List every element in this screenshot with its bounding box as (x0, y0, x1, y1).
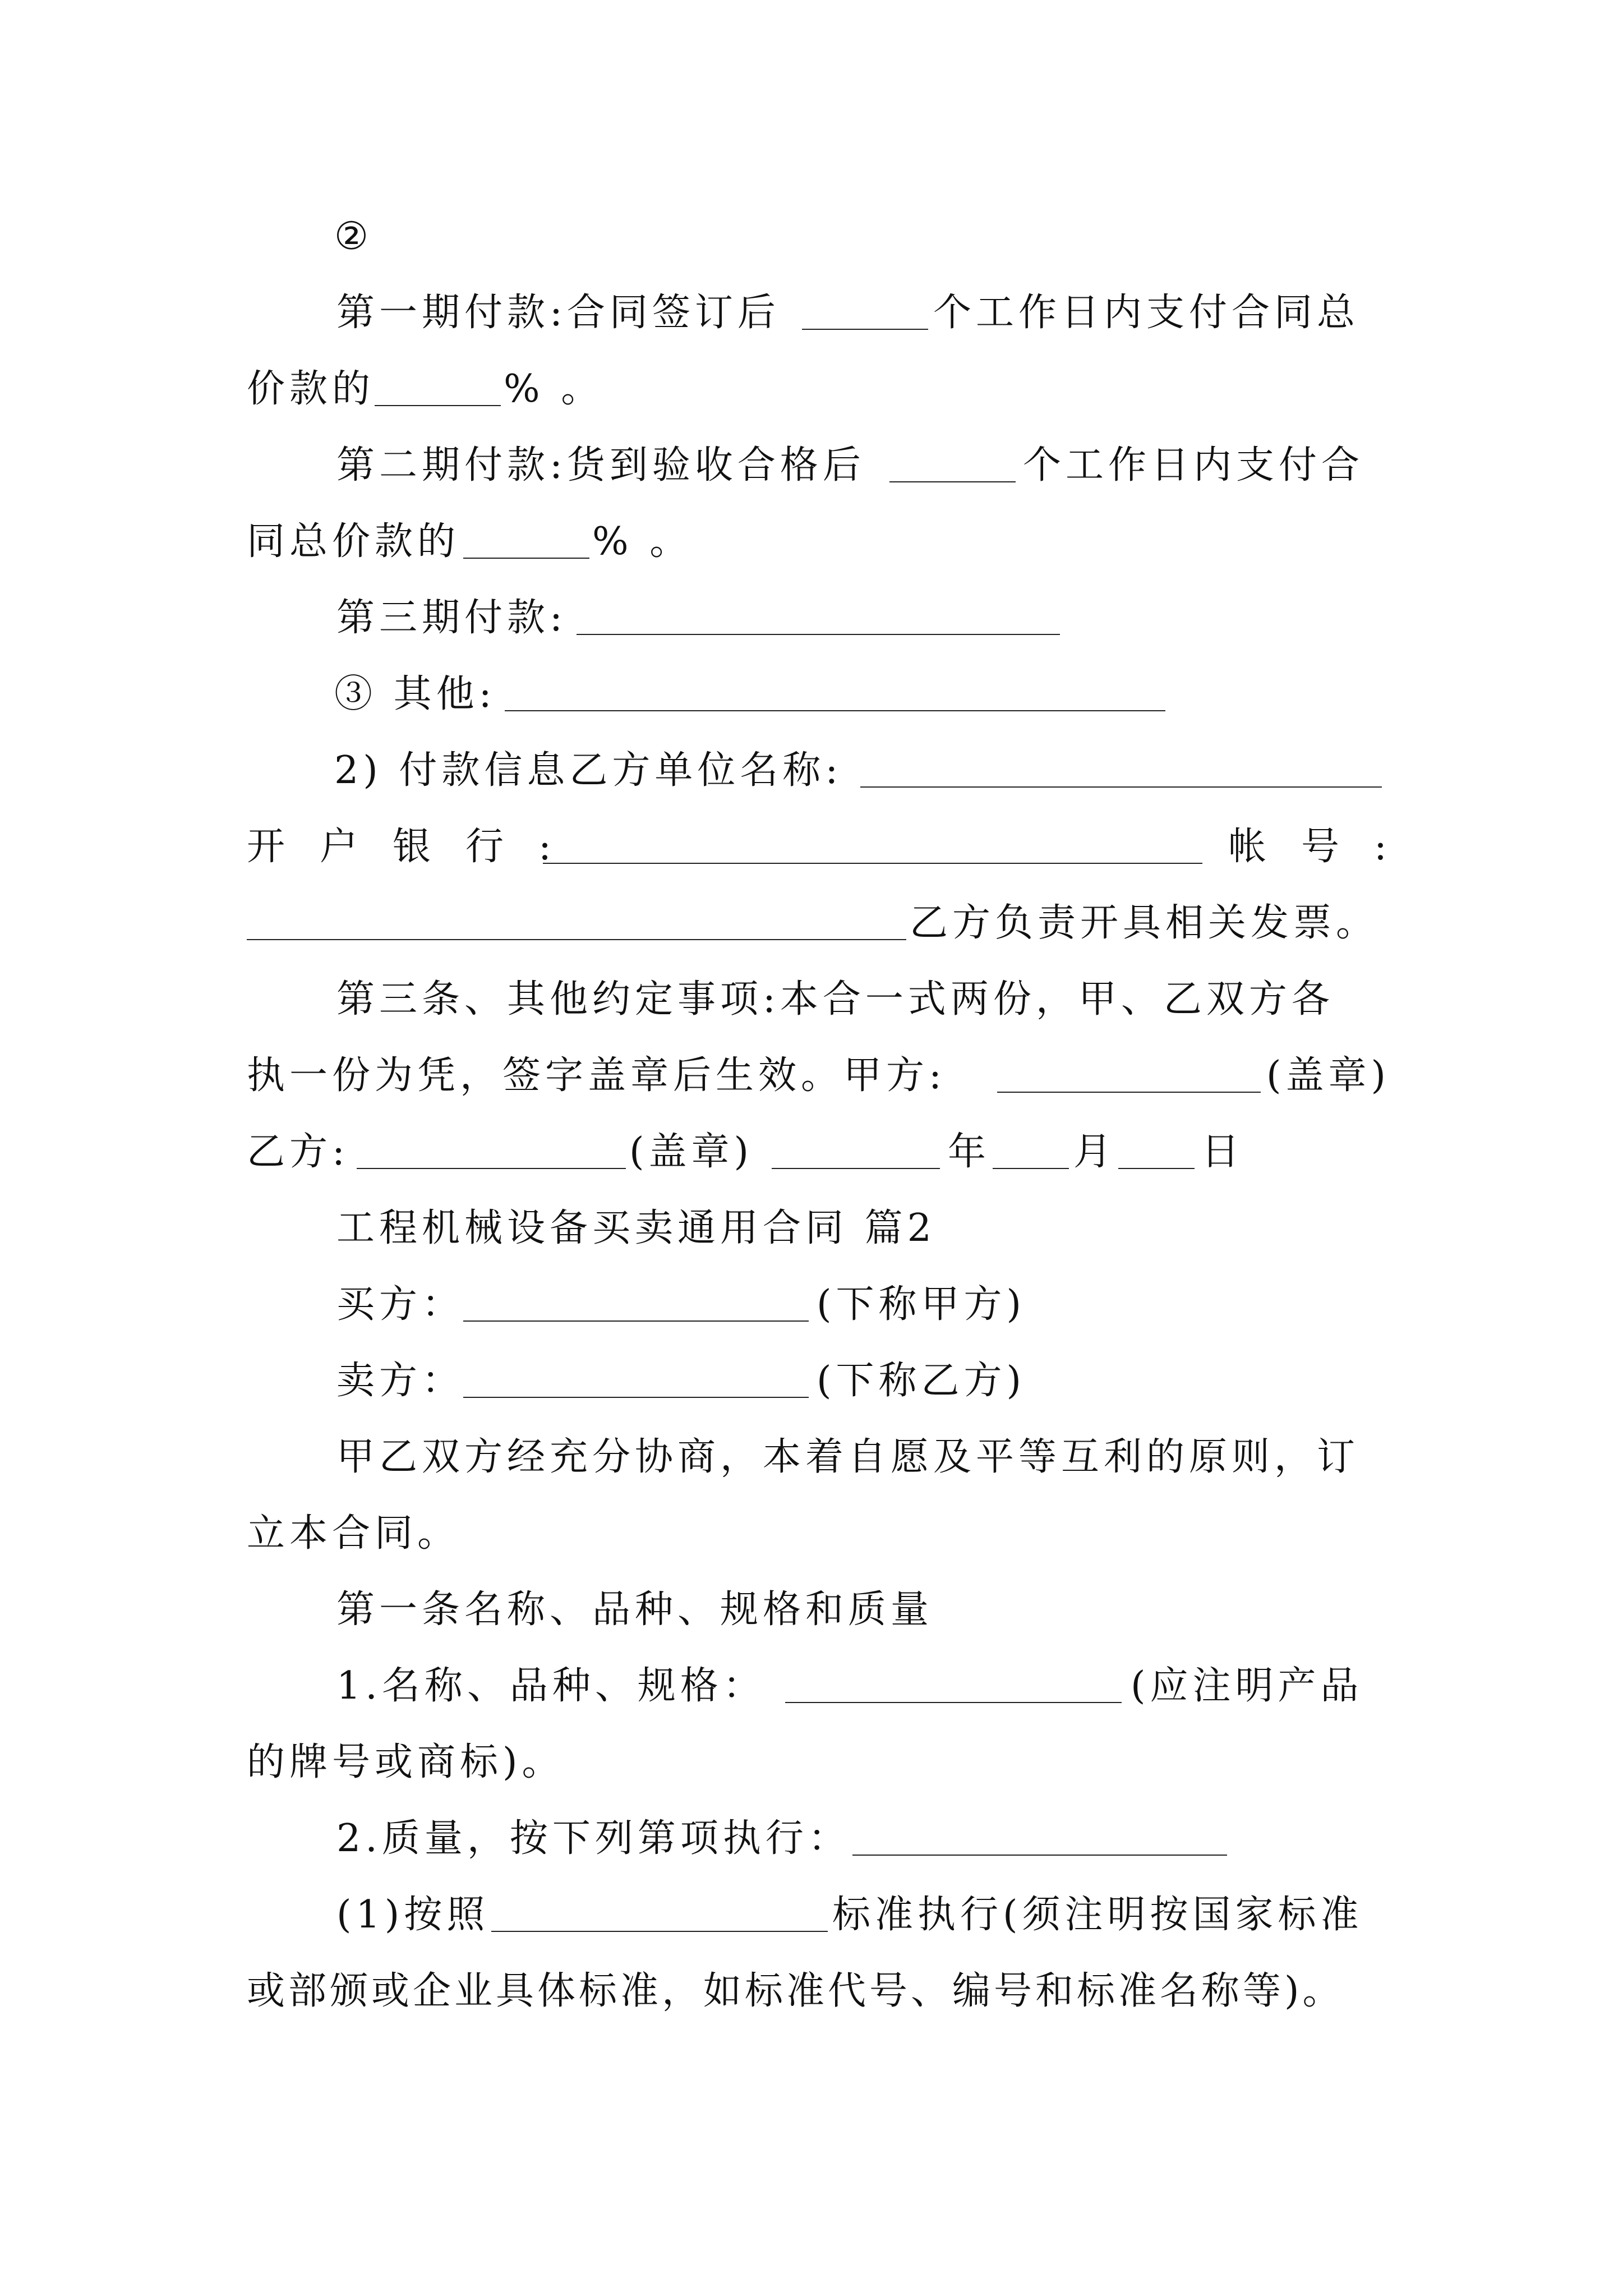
text-segment: 卖方： (336, 1359, 465, 1403)
text-segment: 的牌号或商标)。 (247, 1740, 565, 1784)
fill-blank (997, 1092, 1261, 1093)
text-segment: (盖章) (629, 1130, 754, 1174)
text-segment: 第一期付款:合同签订后 (336, 291, 780, 335)
text-line (0, 1963, 1623, 2019)
text-segment: 立本合同。 (247, 1511, 460, 1556)
text-segment: (应注明产品 (1131, 1664, 1363, 1708)
text-segment: 开户银行: (247, 825, 586, 869)
text-segment: 2) 付款信息乙方单位名称: (334, 748, 843, 793)
text-segment: (盖章) (1266, 1053, 1391, 1098)
fill-blank (357, 1168, 626, 1169)
fill-blank (785, 1702, 1122, 1703)
text-line (0, 514, 1623, 570)
text-line (0, 895, 1623, 951)
text-line (0, 209, 1623, 265)
text-segment: (下称甲方) (817, 1282, 1026, 1327)
fill-blank (1118, 1168, 1195, 1169)
text-line (0, 1887, 1623, 1943)
fill-blank (577, 634, 1060, 635)
fill-blank (889, 481, 1016, 482)
section-heading: 工程机械设备买卖通用合同 篇2 (336, 1206, 936, 1250)
text-line (0, 1506, 1623, 1562)
text-segment: (下称乙方) (817, 1359, 1026, 1403)
text-segment: 第三期付款: (336, 596, 567, 640)
text-line (0, 1429, 1623, 1485)
text-line (0, 1200, 1623, 1257)
text-line (0, 361, 1623, 417)
text-line (0, 1124, 1623, 1180)
text-segment: 第二期付款:货到验收合格后 (336, 443, 865, 487)
text-segment: 个工作日内支付合同总 (933, 291, 1360, 335)
fill-blank (463, 1320, 809, 1322)
fill-blank (860, 786, 1382, 788)
fill-blank (802, 329, 928, 330)
text-segment: 标准执行(须注明按国家标准 (832, 1893, 1363, 1937)
text-segment: 买方： (336, 1282, 465, 1327)
text-line (0, 1353, 1623, 1409)
fill-blank (491, 1931, 828, 1932)
fill-blank (993, 1168, 1069, 1169)
text-segment: 日 (1201, 1130, 1244, 1174)
text-segment: 乙方负责开具相关发票。 (910, 901, 1379, 945)
text-segment: % 。 (592, 519, 693, 564)
text-segment: 第三条、其他约定事项:本合一式两份，甲、乙双方各 (336, 977, 1334, 1022)
text-segment: 帐号: (1228, 825, 1422, 869)
text-segment: 月 (1073, 1130, 1117, 1174)
text-line (0, 972, 1623, 1028)
text-line (0, 1277, 1623, 1333)
fill-blank (463, 1397, 809, 1398)
text-segment: (1)按照 (336, 1893, 490, 1937)
text-segment: 第一条名称、品种、规格和质量 (336, 1588, 934, 1632)
text-line (0, 438, 1623, 494)
text-line (0, 743, 1623, 799)
text-segment: ② (334, 214, 368, 259)
text-segment: 乙方: (247, 1130, 349, 1174)
text-line (0, 590, 1623, 646)
text-line (0, 285, 1623, 341)
text-segment: ③ 其他: (334, 672, 496, 716)
text-segment: 甲乙双方经充分协商，本着自愿及平等互利的原则，订 (336, 1435, 1360, 1479)
text-segment: % 。 (504, 367, 604, 411)
text-line (0, 819, 1623, 875)
text-segment: 价款的 (247, 367, 375, 411)
text-line (0, 666, 1623, 723)
fill-blank (852, 1855, 1227, 1856)
text-line (0, 1811, 1623, 1867)
fill-blank (543, 863, 1202, 864)
fill-blank (375, 405, 501, 406)
text-segment: 年 (948, 1130, 991, 1174)
text-segment: 2.质量，按下列第项执行： (336, 1816, 851, 1861)
text-line (0, 1658, 1623, 1714)
text-line (0, 1048, 1623, 1104)
text-segment: 执一份为凭，签字盖章后生效。甲方: (247, 1053, 946, 1098)
fill-blank (247, 939, 906, 940)
text-segment: 个工作日内支付合 (1023, 443, 1364, 487)
fill-blank (463, 558, 589, 559)
fill-blank (505, 710, 1165, 711)
text-segment: 或部颁或企业具体标准，如标准代号、编号和标准名称等)。 (247, 1969, 1344, 2013)
fill-blank (772, 1168, 940, 1169)
text-segment: 1.名称、品种、规格： (336, 1664, 766, 1708)
text-line (0, 1734, 1623, 1791)
text-segment: 同总价款的 (247, 519, 460, 564)
text-line (0, 1582, 1623, 1638)
